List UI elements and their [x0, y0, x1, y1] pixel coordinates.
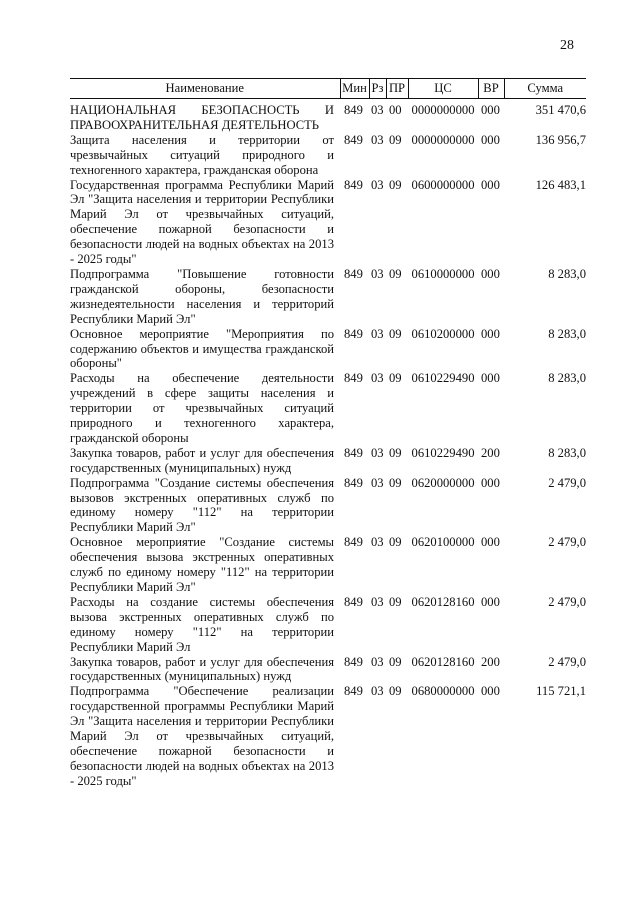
cell-min: 849: [344, 371, 363, 386]
table-row: [70, 99, 586, 133]
cell-rz: 03: [371, 371, 384, 386]
header-name: Наименование: [70, 79, 340, 99]
cell-name: НАЦИОНАЛЬНАЯ БЕЗОПАСНОСТЬ И ПРАВООХРАНИТЕЛЬНАЯ ДЕЯТЕЛЬНОСТЬ: [70, 103, 334, 132]
cell-cs: 0610229490: [411, 445, 475, 460]
cell-min: 849: [344, 594, 363, 609]
cell-cs: 0000000000: [411, 103, 475, 117]
cell-min: 849: [344, 654, 363, 669]
cell-pr: 09: [389, 132, 402, 147]
table-row: [70, 595, 586, 655]
cell-vr: 000: [481, 684, 500, 699]
cell-sum: 136 956,7: [535, 132, 586, 147]
cell-pr: 09: [389, 266, 402, 281]
cell-vr: 000: [481, 535, 500, 550]
table-row: [70, 327, 586, 372]
cell-rz: 03: [371, 132, 384, 147]
budget-table: [70, 78, 586, 789]
table-row: [70, 535, 586, 595]
cell-rz: 03: [371, 535, 384, 550]
cell-sum: 8 283,0: [548, 266, 586, 281]
cell-sum: 2 479,0: [548, 475, 586, 490]
cell-min: 849: [344, 326, 363, 341]
table-row: [70, 446, 586, 476]
table-row: [70, 476, 586, 536]
cell-name: Закупка товаров, работ и услуг для обеспечения государственных (муниципальных) нужд: [70, 654, 334, 684]
cell-pr: 09: [389, 445, 402, 460]
cell-rz: 03: [371, 103, 384, 117]
cell-min: 849: [344, 177, 363, 192]
cell-rz: 03: [371, 475, 384, 490]
cell-pr: 09: [389, 475, 402, 490]
cell-sum: 115 721,1: [536, 684, 586, 699]
table-row: [70, 371, 586, 446]
cell-vr: 200: [481, 445, 500, 460]
cell-min: 849: [344, 535, 363, 550]
cell-sum: 8 283,0: [548, 326, 586, 341]
cell-cs: 0620128160: [411, 594, 475, 609]
cell-sum: 8 283,0: [548, 371, 586, 386]
cell-cs: 0610200000: [411, 326, 475, 341]
cell-name: Подпрограмма "Создание системы обеспечения вызовов экстренных оперативных служб по единому номеру "112" на территории Республики Марий Эл": [70, 475, 334, 535]
cell-vr: 000: [481, 371, 500, 386]
cell-min: 849: [344, 266, 363, 281]
table-row: [70, 178, 586, 267]
cell-cs: 0680000000: [411, 684, 475, 699]
cell-name: Основное мероприятие "Мероприятия по содержанию объектов и имущества гражданской обороны": [70, 326, 334, 371]
cell-rz: 03: [371, 177, 384, 192]
cell-pr: 09: [389, 535, 402, 550]
cell-rz: 03: [371, 266, 384, 281]
cell-pr: 09: [389, 177, 402, 192]
cell-vr: 000: [481, 103, 500, 117]
cell-name: Расходы на обеспечение деятельности учреждений в сфере защиты населения и территории от чрезвычайных ситуаций природного и техногенного характера, гражданской обороны: [70, 371, 334, 445]
cell-rz: 03: [371, 326, 384, 341]
header-cs: ЦС: [408, 79, 478, 99]
cell-sum: 8 283,0: [548, 445, 586, 460]
cell-name: Основное мероприятие "Создание системы обеспечения вызова экстренных оперативных служб по единому номеру "112" на территории Республики Марий Эл": [70, 535, 334, 594]
table-body: [70, 99, 586, 789]
header-vr: ВР: [478, 79, 504, 99]
cell-rz: 03: [371, 684, 384, 699]
cell-rz: 03: [371, 445, 384, 460]
cell-name: Подпрограмма "Повышение готовности гражданской обороны, безопасности жизнедеятельности населения и территорий Республики Марий Эл": [70, 266, 334, 326]
cell-rz: 03: [371, 654, 384, 669]
cell-sum: 126 483,1: [535, 177, 586, 192]
cell-min: 849: [344, 132, 363, 147]
cell-cs: 0620128160: [411, 654, 475, 669]
cell-name: Государственная программа Республики Марий Эл "Защита населения и территории Республики Марий Эл от чрезвычайных ситуаций, обеспечение пожарной безопасности и безопасности людей на водных объектах на 2013 - 2025 годы": [70, 177, 334, 267]
cell-min: 849: [344, 475, 363, 490]
cell-sum: 2 479,0: [548, 594, 586, 609]
page-number: 28: [560, 38, 574, 53]
cell-sum: 2 479,0: [548, 654, 586, 669]
cell-cs: 0000000000: [411, 132, 475, 147]
header-sum: Сумма: [504, 79, 586, 99]
cell-name: Закупка товаров, работ и услуг для обеспечения государственных (муниципальных) нужд: [70, 445, 334, 475]
cell-vr: 000: [481, 594, 500, 609]
table-row: [70, 655, 586, 685]
cell-vr: 000: [481, 177, 500, 192]
cell-min: 849: [344, 684, 363, 699]
cell-name: Расходы на создание системы обеспечения вызова экстренных оперативных служб по единому номеру "112" на территории Республики Марий Эл: [70, 594, 334, 654]
table-row: [70, 267, 586, 327]
cell-cs: 0610000000: [411, 266, 475, 281]
cell-cs: 0600000000: [411, 177, 475, 192]
cell-sum: 2 479,0: [548, 535, 586, 550]
cell-vr: 200: [481, 654, 500, 669]
cell-vr: 000: [481, 266, 500, 281]
cell-pr: 09: [389, 371, 402, 386]
cell-min: 849: [344, 103, 363, 117]
header-min: Мин: [340, 79, 369, 99]
table-row: [70, 684, 586, 788]
table-header-row: [70, 79, 586, 99]
cell-name: Защита населения и территории от чрезвычайных ситуаций природного и техногенного характера, гражданская оборона: [70, 132, 334, 177]
header-pr: ПР: [386, 79, 408, 99]
cell-pr: 09: [389, 654, 402, 669]
table-row: [70, 133, 586, 178]
cell-cs: 0620000000: [411, 475, 475, 490]
cell-vr: 000: [481, 475, 500, 490]
cell-pr: 09: [389, 326, 402, 341]
cell-vr: 000: [481, 326, 500, 341]
header-rz: Рз: [369, 79, 386, 99]
cell-pr: 00: [389, 103, 402, 117]
cell-name: Подпрограмма "Обеспечение реализации государственной программы Республики Марий Эл "Защита населения и территории Республики Марий Эл от чрезвычайных ситуаций, обеспечение пожарной безопасности и безопасности людей на водных объектах на 2013 - 2025 годы": [70, 684, 334, 788]
cell-pr: 09: [389, 684, 402, 699]
cell-cs: 0620100000: [411, 535, 475, 550]
cell-cs: 0610229490: [411, 371, 475, 386]
cell-pr: 09: [389, 594, 402, 609]
cell-min: 849: [344, 445, 363, 460]
cell-rz: 03: [371, 594, 384, 609]
cell-sum: 351 470,6: [535, 103, 586, 117]
cell-vr: 000: [481, 132, 500, 147]
